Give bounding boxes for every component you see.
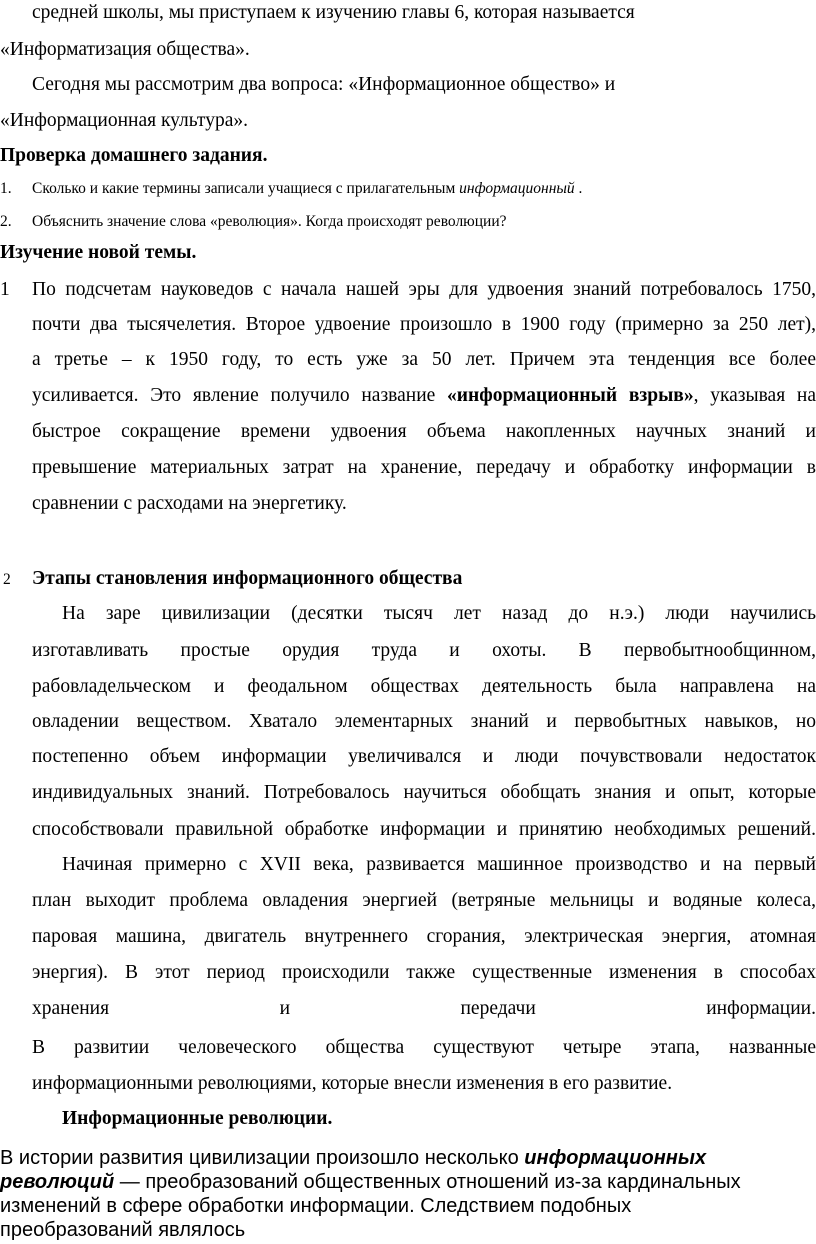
list-item-number: 2. <box>0 213 12 230</box>
machine-line-2: план выходит проблема овладения энергией (ветряные мельницы и водяные колеса, <box>32 890 816 911</box>
p1-line-7: сравнении с расходами на энергетику. <box>32 493 347 514</box>
homework-heading: Проверка домашнего задания. <box>0 145 268 166</box>
four-stages-line-2: информационными революциями, которые внесли изменения в его развитие. <box>32 1073 673 1094</box>
paragraph-number: 1 <box>0 279 10 300</box>
revolutions-line-4: преобразований являлось <box>0 1219 246 1241</box>
revolutions-line-3: изменений в сфере обработки информации. Следствием подобных <box>0 1195 632 1217</box>
revolutions-line-1: В истории развития цивилизации произошло несколько информационных <box>0 1147 707 1169</box>
stages-line-3: рабовладельческом и феодальном обществах деятельность была направлена на <box>32 676 816 697</box>
machine-line-4: энергия). В этот период происходили также существенные изменения в способах <box>32 962 816 983</box>
four-stages-line-1: В развитии человеческого общества существуют четыре этапа, названные <box>32 1037 816 1058</box>
term-information-revolutions: информационных <box>524 1147 707 1169</box>
machine-line-3: паровая машина, двигатель внутреннего сгорания, электрическая энергия, атомная <box>32 926 816 947</box>
emphasis: информационный <box>459 180 575 197</box>
p1-line-1: По подсчетам науковедов с начала нашей эры для удвоения знаний потребовалось 1750, <box>32 279 816 300</box>
p1-line-3: а третье – к 1950 году, то есть уже за 50 лет. Причем эта тенденция все более <box>32 349 816 370</box>
stages-line-4: овладении веществом. Хватало элементарных знаний и первобытных навыков, но <box>32 711 816 732</box>
intro-line-1: средней школы, мы приступаем к изучению главы 6, которая называется <box>32 2 635 23</box>
revolutions-line-2: революций — преобразований общественных отношений из-за кардинальных <box>0 1171 741 1193</box>
stages-line-6: индивидуальных знаний. Потребовалось научиться обобщать знания и опыт, которые <box>32 782 816 803</box>
intro-line-4: «Информационная культура». <box>0 110 248 131</box>
machine-line-1: Начиная примерно с XVII века, развивается машинное производство и на первый <box>62 854 816 875</box>
list-item-text: Объяснить значение слова «революция». Когда происходят революции? <box>32 213 507 230</box>
list-item-number: 1. <box>0 180 12 197</box>
list-item <box>0 213 507 231</box>
machine-line-5: хранения и передачи информации. <box>32 998 816 1019</box>
stages-line-5: постепенно объем информации увеличивался и люди почувствовали недостаток <box>32 746 816 767</box>
revolutions-heading: Информационные революции. <box>62 1108 333 1129</box>
intro-line-3: Сегодня мы рассмотрим два вопроса: «Информационное общество» и <box>32 74 616 95</box>
term-revolutions: революций <box>0 1171 115 1193</box>
stages-line-1: На заре цивилизации (десятки тысяч лет назад до н.э.) люди научились <box>62 603 816 624</box>
stages-line-2: изготавливать простые орудия труда и охоты. В первобытнообщинном, <box>32 640 816 661</box>
p1-line-6: превышение материальных затрат на хранение, передачу и обработку информации в <box>32 457 816 478</box>
term-information-explosion: «информационный взрыв» <box>447 385 694 406</box>
p1-line-4: усиливается. Это явление получило название «информационный взрыв», указывая на <box>32 385 816 406</box>
list-item-text: Сколько и какие термины записали учащиеся с прилагательным информационный . <box>32 180 583 197</box>
new-topic-heading: Изучение новой темы. <box>0 242 197 263</box>
paragraph-number: 2 <box>3 571 11 588</box>
stages-heading: Этапы становления информационного общества <box>32 568 463 589</box>
intro-line-2: «Информатизация общества». <box>0 39 250 60</box>
list-item <box>0 180 583 198</box>
p1-line-5: быстрое сокращение времени удвоения объема накопленных научных знаний и <box>32 421 816 442</box>
p1-line-2: почти два тысячелетия. Второе удвоение произошло в 1900 году (примерно за 250 лет), <box>32 314 816 335</box>
stages-line-7: способствовали правильной обработке информации и принятию необходимых решений. <box>32 819 816 840</box>
